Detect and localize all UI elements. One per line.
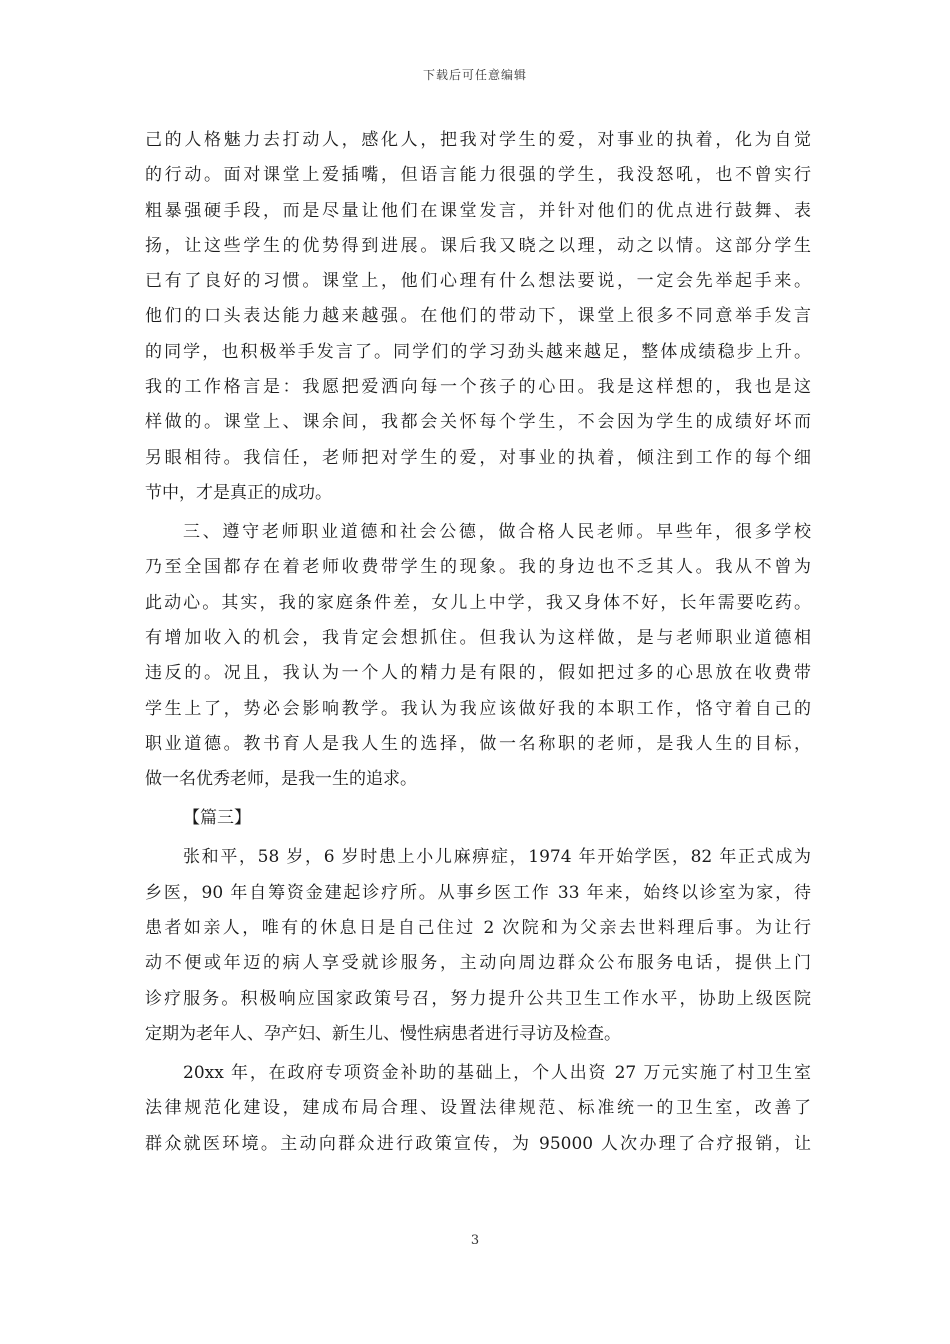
text-line: 职业道德。教书育人是我人生的选择，做一名称职的老师，是我人生的目标， — [145, 733, 811, 754]
text-line: 诊疗服务。积极响应国家政策号召，努力提升公共卫生工作水平，协助上级医院 — [145, 988, 811, 1009]
text-line: 已有了良好的习惯。课堂上，他们心理有什么想法要说，一定会先举起手来。 — [145, 271, 811, 292]
text-line: 扬，让这些学生的优势得到进展。课后我又晓之以理，动之以情。这部分学生 — [145, 235, 811, 256]
text-line: 样做的。课堂上、课余间，我都会关怀每个学生，不会因为学生的成绩好坏而 — [145, 412, 811, 433]
text-line: 乃至全国都存在着老师收费带学生的现象。我的身边也不乏其人。我从不曾为 — [145, 557, 811, 578]
text-line: 违反的。况且，我认为一个人的精力是有限的，假如把过多的心思放在收费带 — [145, 663, 811, 684]
page-number: 3 — [470, 1233, 480, 1248]
text-line: 粗暴强硬手段，而是尽量让他们在课堂发言，并针对他们的优点进行鼓舞、表 — [145, 200, 811, 221]
text-line: 的行动。面对课堂上爱插嘴，但语言能力很强的学生，我没怒吼，也不曾实行 — [145, 165, 811, 186]
text-line: 他们的口头表达能力越来越强。在他们的带动下，课堂上很多不同意举手发言 — [145, 306, 811, 327]
paragraph — [145, 515, 811, 797]
text-line: 患者如亲人，唯有的休息日是自己住过 2 次院和为父亲去世料理后事。为让行 — [145, 917, 811, 938]
text-line: 的同学，也积极举手发言了。同学们的学习劲头越来越足，整体成绩稳步上升。 — [145, 341, 811, 362]
section-heading-text: 【篇三】 — [183, 808, 251, 829]
text-line: 学生上了，势必会影响教学。我认为我应该做好我的本职工作，恪守着自己的 — [145, 698, 811, 719]
paragraph — [145, 840, 811, 1052]
text-line: 此动心。其实，我的家庭条件差，女儿上中学，我又身体不好，长年需要吃药。 — [145, 592, 811, 613]
text-line: 定期为老年人、孕产妇、新生儿、慢性病患者进行寻访及检查。 — [145, 1023, 621, 1044]
paragraph — [145, 1056, 811, 1162]
text-line: 我的工作格言是：我愿把爱洒向每一个孩子的心田。我是这样想的，我也是这 — [145, 377, 811, 398]
text-line: 动不便或年迈的病人享受就诊服务，主动向周边群众公布服务电话，提供上门 — [145, 953, 811, 974]
text-line: 做一名优秀老师，是我一生的追求。 — [145, 769, 417, 790]
text-line: 有增加收入的机会，我肯定会想抓住。但我认为这样做，是与老师职业道德相 — [145, 627, 811, 648]
text-line: 另眼相待。我信任，老师把对学生的爱，对事业的执着，倾注到工作的每个细 — [145, 447, 811, 468]
paragraph — [145, 123, 811, 511]
header-note: 下载后可任意编辑 — [422, 68, 527, 82]
text-line: 张和平，58 岁，6 岁时患上小儿麻痹症，1974 年开始学医，82 年正式成为 — [183, 847, 811, 868]
text-line: 群众就医环境。主动向群众进行政策宣传，为 95000 人次办理了合疗报销，让 — [145, 1133, 811, 1154]
text-line: 乡医，90 年自筹资金建起诊疗所。从事乡医工作 33 年来，始终以诊室为家，待 — [145, 882, 811, 903]
text-line: 三、遵守老师职业道德和社会公德，做合格人民老师。早些年，很多学校 — [183, 522, 811, 543]
section-heading — [145, 801, 811, 836]
text-line: 20xx 年，在政府专项资金补助的基础上，个人出资 27 万元实施了村卫生室 — [183, 1062, 811, 1083]
text-line: 节中，才是真正的成功。 — [145, 482, 332, 503]
text-line: 己的人格魅力去打动人，感化人，把我对学生的爱，对事业的执着，化为自觉 — [145, 130, 811, 150]
text-line: 法律规范化建设，建成布局合理、设置法律规范、标准统一的卫生室，改善了 — [145, 1098, 811, 1119]
document-body — [145, 123, 811, 1162]
